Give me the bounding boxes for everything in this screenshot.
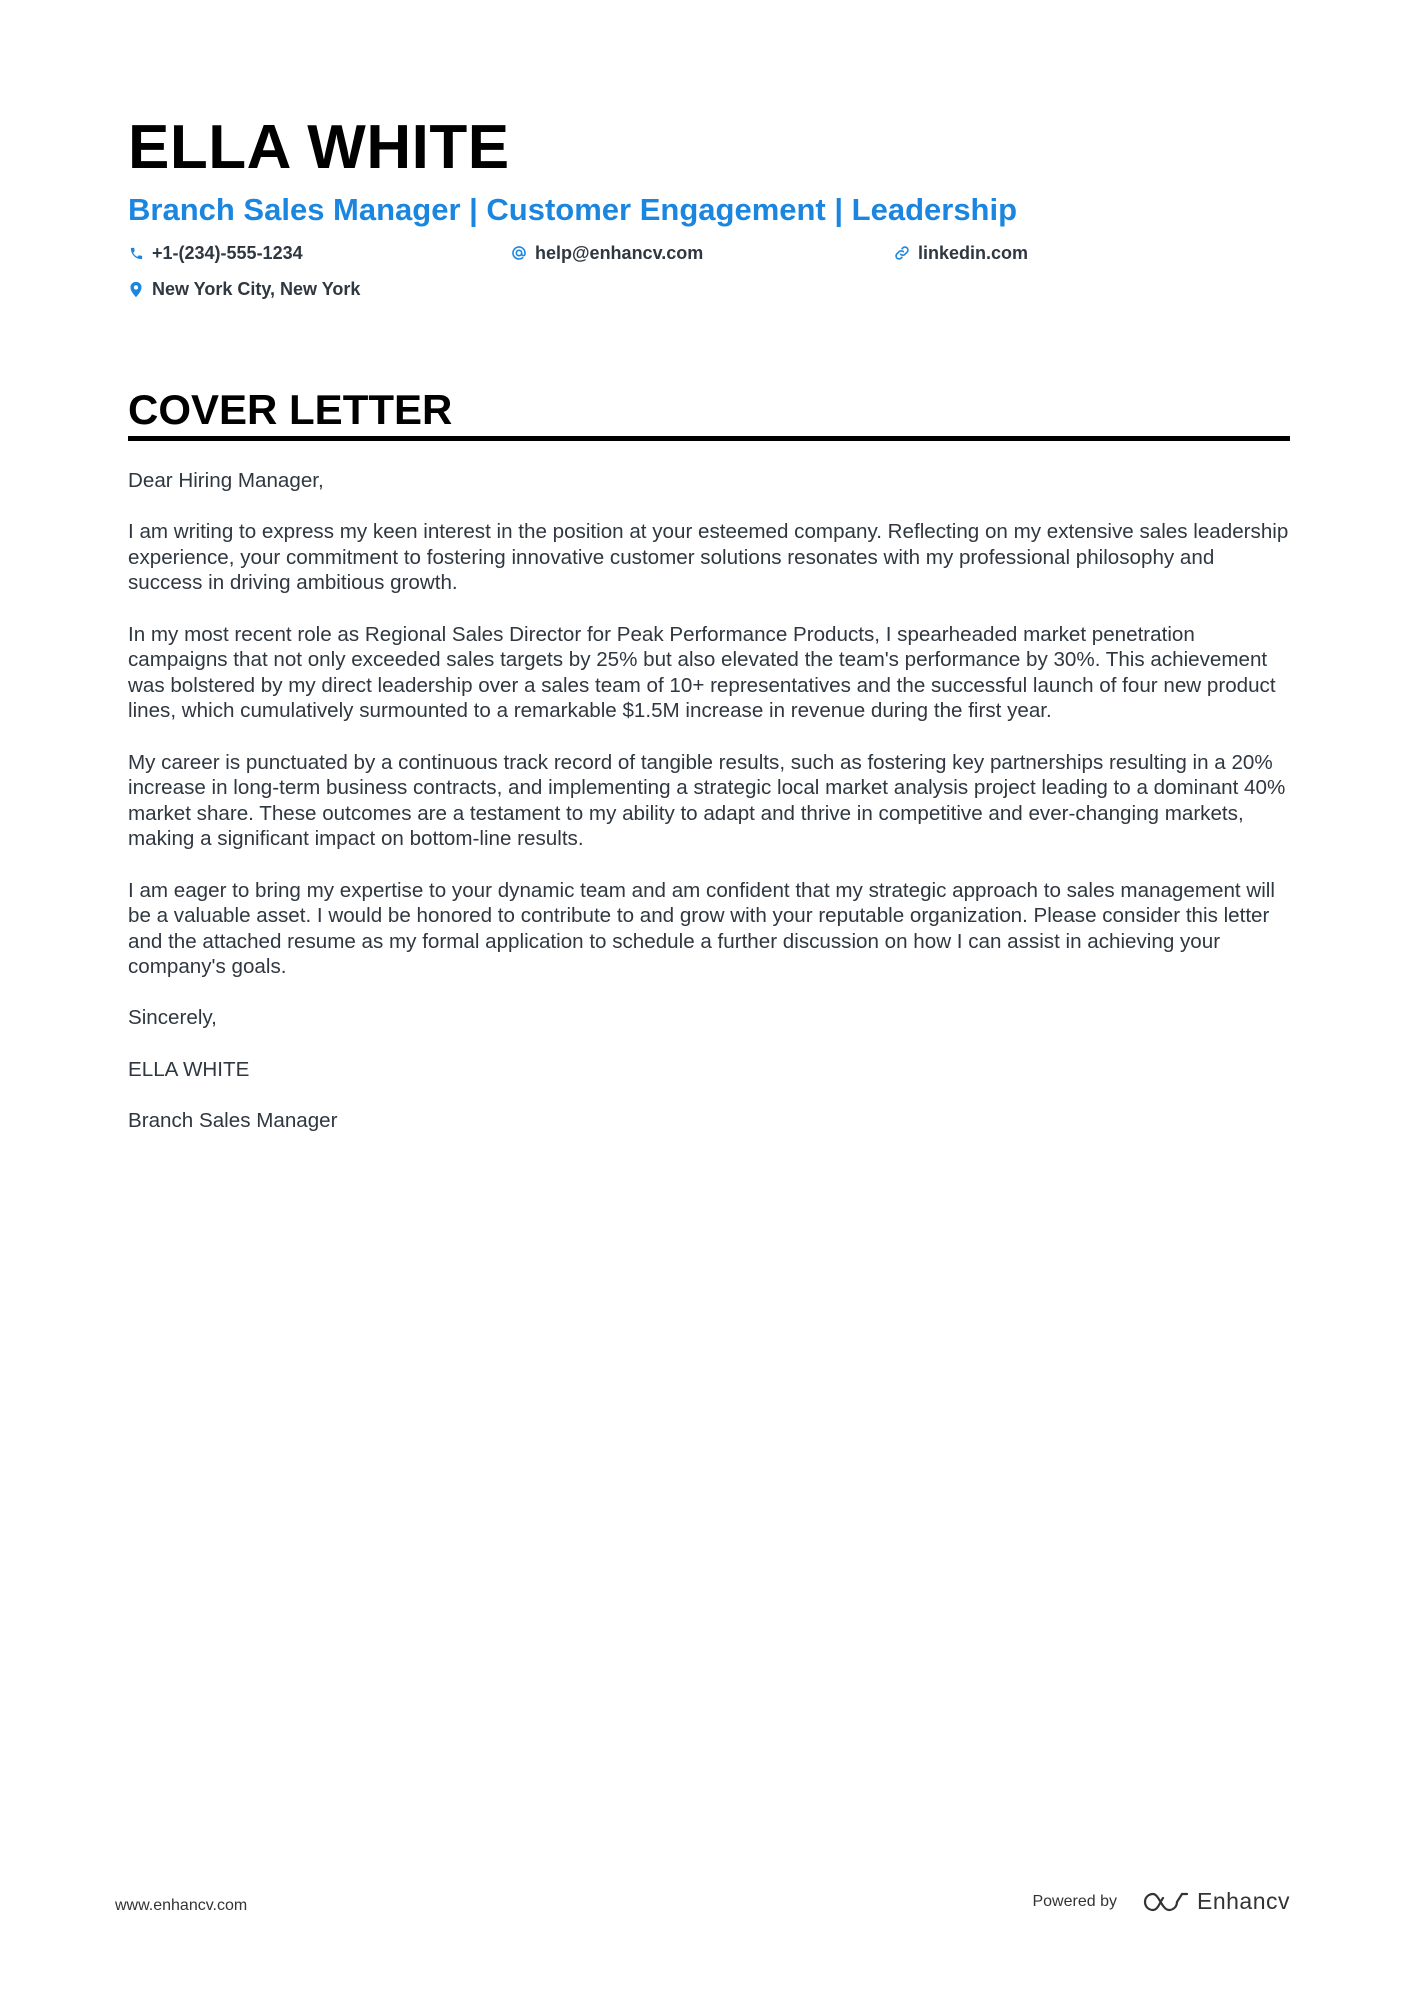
letter-closing: Sincerely, — [128, 1006, 217, 1030]
enhancv-logo-icon — [1143, 1890, 1189, 1914]
contact-link[interactable] — [894, 241, 1028, 265]
letter-paragraph: My career is punctuated by a continuous track record of tangible results, such as fostering key partnerships resulting in a 20% increase in long-term business contracts, and implementing a strategic local market analysis project leading to a dominant 40% market share. These outcomes are a testament to my ability to adapt and thrive in competitive and ever-changing markets, making a significant impact on bottom-line results. — [128, 750, 1286, 851]
signature-name: ELLA WHITE — [128, 1057, 250, 1081]
contact-email[interactable] — [511, 241, 703, 265]
powered-by-label: Powered by — [1032, 1892, 1117, 1910]
applicant-headline: Branch Sales Manager | Customer Engagement | Leadership — [128, 192, 1018, 227]
section-title: COVER LETTER — [128, 386, 453, 433]
phone-text: +1-(234)-555-1234 — [152, 243, 303, 263]
contact-phone — [128, 241, 303, 265]
phone-icon — [128, 245, 144, 261]
section-divider — [128, 436, 1290, 441]
signature-title: Branch Sales Manager — [128, 1108, 338, 1132]
contact-location — [128, 277, 360, 301]
at-icon — [511, 245, 527, 261]
email-text[interactable]: help@enhancv.com — [535, 243, 704, 263]
link-icon — [894, 245, 910, 261]
footer-brand — [1032, 1888, 1290, 1915]
letter-paragraph: In my most recent role as Regional Sales Director for Peak Performance Products, I spearheaded market penetration campaigns that not only exceeded sales targets by 25% but also elevated the team's performance by 30%. This achievement was bolstered by my direct leadership over a sales team of 10+ representatives and the successful launch of four new product lines, which cumulatively surmounted to a remarkable $1.5M increase in revenue during the first year. — [128, 622, 1276, 723]
letter-greeting: Dear Hiring Manager, — [128, 469, 324, 492]
applicant-name: ELLA WHITE — [128, 113, 510, 182]
link-text[interactable]: linkedin.com — [918, 243, 1029, 263]
brand-name: Enhancv — [1196, 1888, 1290, 1914]
location-text: New York City, New York — [152, 279, 361, 299]
letter-paragraph: I am writing to express my keen interest in the position at your esteemed company. Reflecting on my extensive sales leadership experience, your commitment to fostering innovative customer solutions resonates with my professional philosophy and success in driving ambitious growth. — [128, 520, 1289, 595]
letter-body — [128, 468, 1290, 1159]
location-pin-icon — [128, 281, 144, 297]
footer-website-link[interactable]: www.enhancv.com — [115, 1897, 248, 1914]
enhancv-logo[interactable] — [1143, 1888, 1290, 1915]
letter-paragraph: I am eager to bring my expertise to your dynamic team and am confident that my strategic approach to sales management will be a valuable asset. I would be honored to contribute to and grow with your reputable organization. Please consider this letter and the attached resume as my formal application to schedule a further discussion on how I can assist in achieving your company's goals. — [128, 878, 1275, 979]
